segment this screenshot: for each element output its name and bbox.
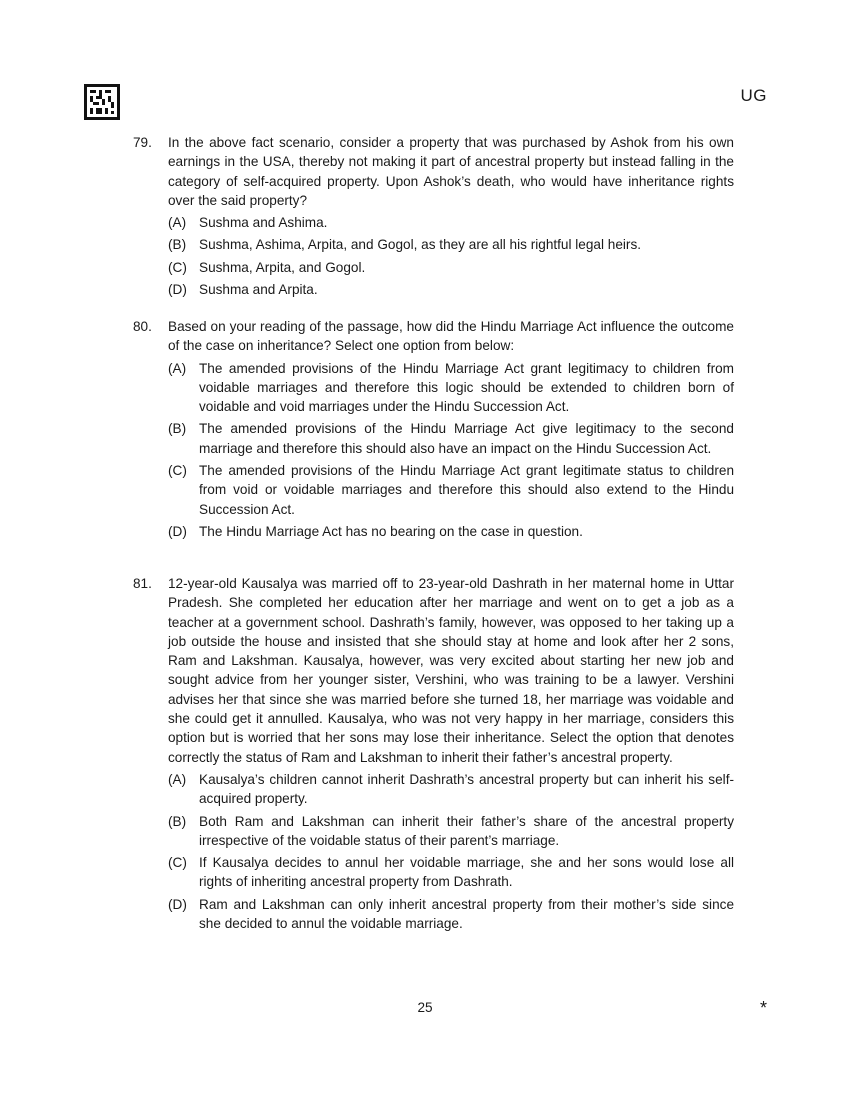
option-label: (C)	[168, 259, 187, 275]
exam-level-code: UG	[740, 86, 767, 105]
option-list	[168, 770, 734, 933]
page-mark: *	[759, 998, 767, 1018]
option-text: Both Ram and Lakshman can inherit their father’s share of the ancestral property irrespective of the voidable status of their parent’s marriage.	[199, 813, 734, 848]
page-number: 25	[417, 1000, 433, 1015]
option-a	[168, 213, 734, 232]
option-a	[168, 770, 734, 809]
option-text: Sushma, Ashima, Arpita, and Gogol, as they are all his rightful legal heirs.	[199, 237, 642, 253]
option-label: (D)	[168, 896, 187, 912]
option-label: (D)	[168, 523, 187, 539]
option-text: Sushma, Arpita, and Gogol.	[199, 259, 366, 275]
option-a	[168, 359, 734, 417]
option-label: (A)	[168, 771, 187, 787]
option-d	[168, 280, 734, 299]
option-text: Sushma and Arpita.	[199, 282, 318, 298]
option-label: (A)	[168, 215, 187, 231]
option-label: (D)	[168, 282, 187, 298]
option-text: The amended provisions of the Hindu Marriage Act grant legitimacy to children from voidable marriages and therefore this logic should be extended to children born of voidable and void marriages under the Hindu Succession Act.	[199, 360, 734, 415]
option-text: Sushma and Ashima.	[199, 215, 328, 231]
option-list	[168, 359, 734, 542]
question-stem: Based on your reading of the passage, how did the Hindu Marriage Act influence the outcome of the case on inheritance? Select one option from below:	[168, 319, 734, 354]
option-c	[168, 258, 734, 277]
option-text: The amended provisions of the Hindu Marriage Act give legitimacy to the second marriage and therefore this should also have an impact on the Hindu Succession Act.	[199, 421, 734, 456]
question-number: 81.	[133, 576, 152, 591]
option-d	[168, 522, 734, 541]
question-stem: In the above fact scenario, consider a property that was purchased by Ashok from his own earnings in the USA, thereby not making it part of ancestral property but instead falling in the category of self-acquired property. Upon Ashok’s death, who would have inheritance rights over the said property?	[168, 135, 734, 208]
qr-code-icon	[84, 84, 120, 120]
option-label: (B)	[168, 421, 187, 437]
option-b	[168, 235, 734, 254]
option-text: If Kausalya decides to annul her voidable marriage, she and her sons would lose all rights of inheriting ancestral property from Dashrath.	[199, 855, 734, 890]
option-list	[168, 213, 734, 299]
option-c	[168, 461, 734, 519]
option-b	[168, 419, 734, 458]
option-label: (C)	[168, 463, 187, 479]
option-label: (C)	[168, 855, 187, 871]
option-d	[168, 895, 734, 934]
option-label: (B)	[168, 813, 187, 829]
option-label: (A)	[168, 360, 187, 376]
question-number: 79.	[133, 135, 152, 150]
option-text: The amended provisions of the Hindu Marriage Act grant legitimate status to children from void or voidable marriages and therefore this should also extend to the Hindu Succession Act.	[199, 463, 734, 517]
option-c	[168, 853, 734, 892]
option-b	[168, 812, 734, 851]
question-79	[0, 133, 850, 299]
option-label: (B)	[168, 237, 187, 253]
question-number: 80.	[133, 319, 152, 334]
question-80	[0, 317, 850, 541]
question-stem: 12-year-old Kausalya was married off to 23-year-old Dashrath in her maternal home in Uttar Pradesh. She completed her education after her marriage and went on to get a job as a teacher at a government school. Dashrath’s family, however, was opposed to her taking up a job outside the house and insisted that she should stay at home and look after her 2 sons, Ram and Lakshman. Kausalya, however, was very excited about starting her new job and sought advice from her younger sister, Vershini, who was training to be a lawyer. Vershini advises her that since she was married before she turned 18, her marriage was voidable and she could get it annulled. Kausalya, who was not very happy in her marriage, considers this option but is worried that her sons may lose their inheritance. Select the option that denotes correctly the status of Ram and Lakshman to inherit their father’s ancestral property.	[168, 576, 734, 765]
question-81	[0, 574, 850, 933]
option-text: Kausalya’s children cannot inherit Dashrath’s ancestral property but can inherit his self-acquired property.	[199, 771, 734, 807]
option-text: Ram and Lakshman can only inherit ancestral property from their mother’s side since she decided to annul the voidable marriage.	[199, 896, 734, 932]
option-text: The Hindu Marriage Act has no bearing on the case in question.	[199, 523, 583, 539]
